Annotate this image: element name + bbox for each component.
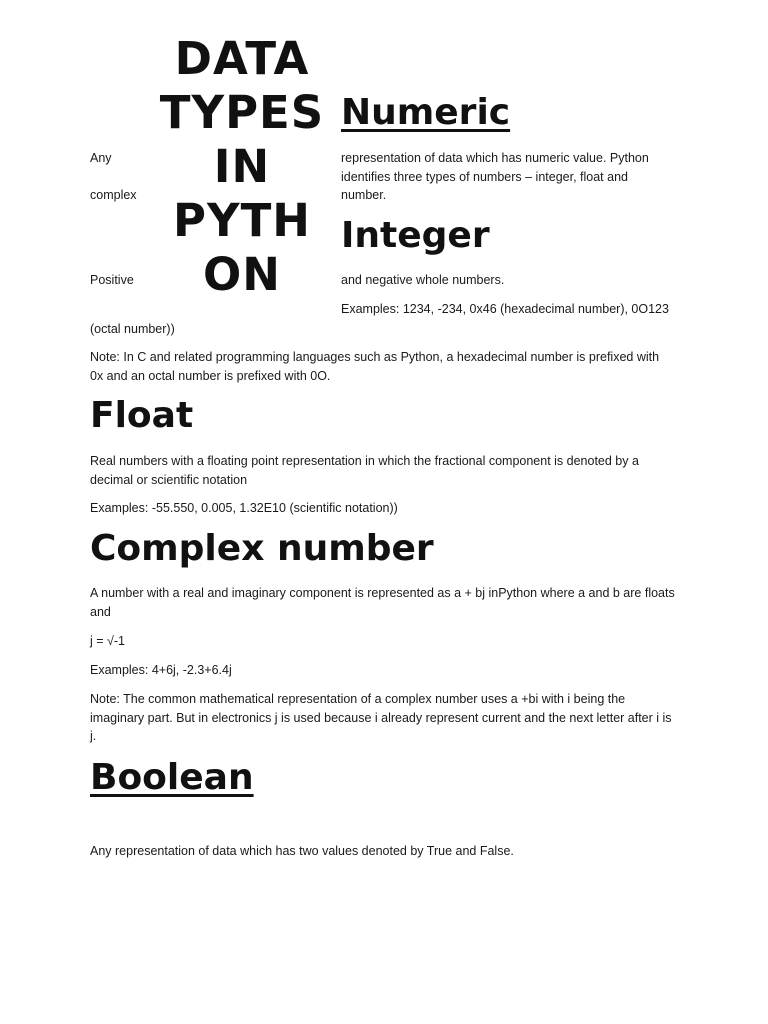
complex-note: Note: The common mathematical representation of a complex number uses a +bi with i being the imaginary part. But in electronics j is used because i already represent current and the next letter after i is j. bbox=[90, 692, 672, 743]
integer-body: and negative whole numbers. bbox=[341, 273, 505, 287]
title-line: TYPES bbox=[159, 86, 325, 139]
title-line: ON bbox=[203, 248, 281, 301]
boolean-body: Any representation of data which has two values denoted by True and False. bbox=[90, 844, 514, 858]
title-line: IN bbox=[213, 140, 271, 193]
document-title bbox=[152, 32, 332, 302]
complex-j-definition: j = √-1 bbox=[90, 634, 125, 648]
float-examples: Examples: -55.550, 0.005, 1.32E10 (scientific notation)) bbox=[90, 501, 398, 515]
integer-note: Note: In C and related programming languages such as Python, a hexadecimal number is prefixed with 0x and an octal number is prefixed with 0O. bbox=[90, 350, 660, 383]
heading-integer: Integer bbox=[341, 215, 490, 256]
heading-boolean: Boolean bbox=[90, 757, 254, 798]
title-line: DATA bbox=[174, 32, 310, 85]
numeric-fragment-any: Any bbox=[90, 151, 112, 165]
heading-float: Float bbox=[90, 395, 194, 436]
heading-complex-number: Complex number bbox=[90, 528, 434, 569]
numeric-fragment-complex: complex bbox=[90, 188, 137, 202]
float-body: Real numbers with a floating point representation in which the fractional component is denoted by a decimal or scientific notation bbox=[90, 454, 639, 487]
complex-body: A number with a real and imaginary component is represented as a + bj inPython where a and b are floats and bbox=[90, 586, 675, 619]
complex-examples: Examples: 4+6j, -2.3+6.4j bbox=[90, 663, 232, 677]
heading-numeric: Numeric bbox=[341, 92, 511, 133]
title-line: PYTH bbox=[173, 194, 311, 247]
integer-fragment-positive: Positive bbox=[90, 273, 134, 287]
integer-examples-cont: (octal number)) bbox=[90, 322, 175, 336]
numeric-body: representation of data which has numeric value. Python identifies three types of numbers – integer, float and number. bbox=[341, 151, 649, 202]
integer-examples: Examples: 1234, -234, 0x46 (hexadecimal number), 0O123 bbox=[341, 302, 669, 316]
